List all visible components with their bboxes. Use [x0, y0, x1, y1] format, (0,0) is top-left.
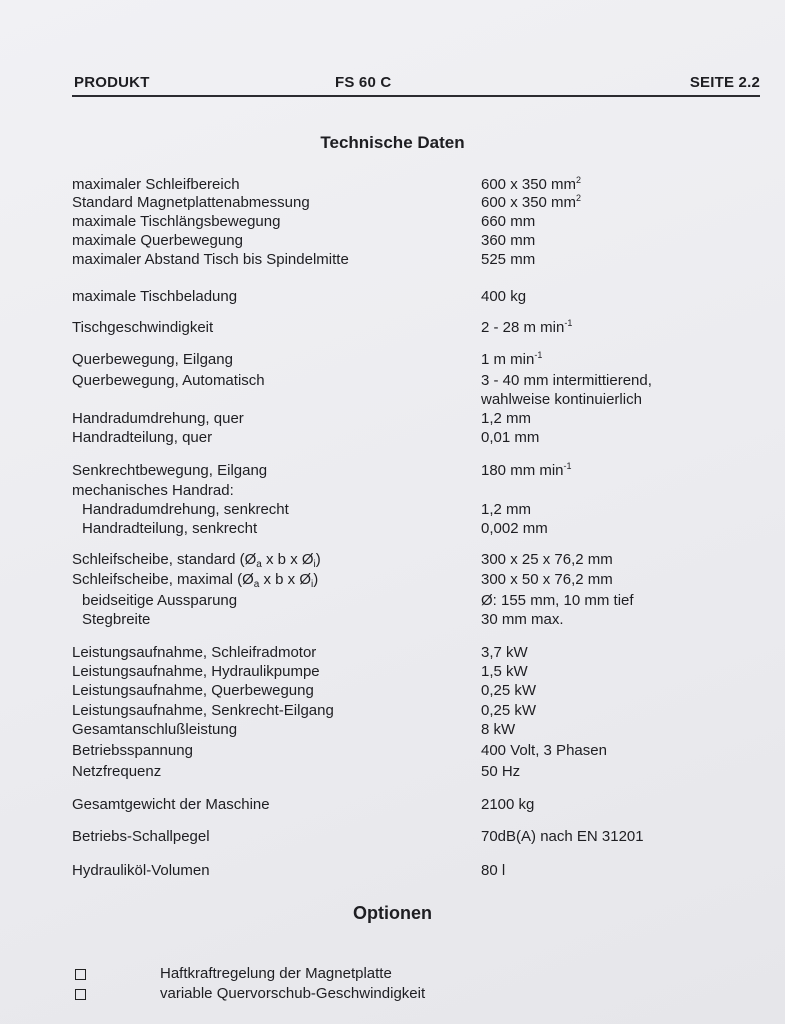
- spec-row: [0, 250, 785, 270]
- spec-label: [82, 591, 237, 611]
- spec-label: [72, 662, 320, 682]
- spec-value-text: 600 x 350 mm: [481, 194, 577, 211]
- spec-row: [0, 212, 785, 232]
- spec-label: [72, 371, 265, 391]
- option-item: [0, 984, 785, 1004]
- spec-label-text: maximale Tischlängsbewegung: [72, 213, 281, 230]
- spec-value-text: 2100 kg: [481, 796, 535, 813]
- spec-label: [72, 212, 280, 232]
- spec-label: [72, 193, 310, 213]
- grinding-wheel-dimension-formula: [233, 571, 318, 588]
- spec-value: [481, 428, 539, 448]
- spec-label-text: Betriebs-Schallpegel: [72, 828, 210, 845]
- spec-label: [72, 250, 349, 270]
- spec-value: [481, 318, 572, 338]
- spec-label-text: Betriebsspannung: [72, 742, 193, 759]
- spec-label-text: maximaler Abstand Tisch bis Spindelmitte: [72, 251, 349, 268]
- spec-label: [72, 550, 321, 570]
- spec-value: [481, 371, 652, 391]
- spec-value: [481, 409, 531, 429]
- spec-label-text: Handradumdrehung, senkrecht: [82, 501, 289, 518]
- spec-label: [72, 318, 213, 338]
- formula-sub-i: i: [311, 579, 314, 590]
- page-header: [72, 74, 760, 94]
- spec-label-text: Gesamtgewicht der Maschine: [72, 796, 270, 813]
- header-product: PRODUKT: [74, 74, 150, 91]
- spec-value: [481, 662, 528, 682]
- spec-value-text: 0,002 mm: [481, 520, 548, 537]
- spec-label-text: mechanisches Handrad:: [72, 482, 234, 499]
- grinding-wheel-dimension-formula: [235, 551, 320, 568]
- checkbox-icon: [75, 969, 86, 980]
- spec-value-text: 1,5 kW: [481, 663, 528, 680]
- spec-value-text: 1,2 mm: [481, 501, 532, 518]
- spec-label: [72, 428, 212, 448]
- spec-row: [0, 318, 785, 338]
- formula-open: (Ø: [232, 571, 254, 588]
- unit-exponent: -1: [564, 318, 573, 328]
- spec-value: [481, 212, 535, 232]
- formula-open: (Ø: [235, 551, 257, 568]
- spec-value-text: 3,7 kW: [481, 644, 528, 661]
- spec-label: [72, 287, 237, 307]
- header-page-number: SEITE 2.2: [689, 74, 760, 91]
- spec-value: [481, 250, 535, 270]
- spec-row: [0, 570, 785, 590]
- spec-label-text: maximale Tischbeladung: [72, 288, 238, 305]
- spec-label-text: beidseitige Aussparung: [82, 592, 238, 609]
- spec-value-text: 30 mm max.: [481, 611, 564, 628]
- spec-row: [0, 175, 785, 195]
- spec-label: [72, 741, 193, 761]
- spec-label: [72, 409, 244, 429]
- spec-row: [0, 861, 785, 881]
- spec-row: [0, 643, 785, 663]
- spec-label: [82, 500, 289, 520]
- spec-label: [72, 701, 334, 721]
- spec-value: [481, 461, 572, 481]
- spec-row: [0, 193, 785, 213]
- spec-value: [481, 550, 613, 570]
- spec-value-text: 3 - 40 mm intermittierend,: [481, 372, 652, 389]
- spec-row: [0, 390, 785, 410]
- spec-value-text: 0,25 kW: [481, 682, 537, 699]
- spec-value: [481, 827, 644, 847]
- spec-row: [0, 287, 785, 307]
- spec-label-text: Senkrechtbewegung, Eilgang: [72, 462, 268, 479]
- spec-row: [0, 428, 785, 448]
- formula-mid: x b x Ø: [259, 571, 311, 588]
- formula-sub-i: i: [313, 559, 316, 570]
- spec-value: [481, 193, 581, 213]
- spec-label-text: Stegbreite: [82, 611, 151, 628]
- spec-value: [481, 591, 634, 611]
- spec-row: [0, 720, 785, 740]
- formula-sub-a: a: [256, 559, 262, 570]
- spec-label: [72, 795, 270, 815]
- spec-label: [72, 481, 234, 501]
- spec-row: [0, 681, 785, 701]
- checkbox-icon: [75, 989, 86, 1000]
- spec-value-text: Ø: 155 mm, 10 mm tief: [481, 592, 634, 609]
- spec-label: [72, 762, 161, 782]
- formula-sub-a: a: [253, 579, 260, 590]
- spec-label-text: maximaler Schleifbereich: [72, 176, 240, 193]
- spec-label: [72, 231, 243, 251]
- spec-label-text: Querbewegung, Eilgang: [72, 351, 233, 368]
- spec-label: [72, 827, 210, 847]
- spec-label: [72, 861, 210, 881]
- option-label: variable Quervorschub-Geschwindigkeit: [160, 985, 426, 1002]
- spec-value: [481, 500, 531, 520]
- spec-value: [481, 701, 536, 721]
- spec-label: [82, 519, 257, 539]
- option-item: [0, 964, 785, 984]
- spec-label: [72, 570, 318, 590]
- spec-label-text: Tischgeschwindigkeit: [72, 319, 214, 336]
- spec-row: [0, 231, 785, 251]
- spec-value: [481, 519, 548, 539]
- spec-value-text: 525 mm: [481, 251, 536, 268]
- spec-row: [0, 550, 785, 570]
- header-model: FS 60 C: [335, 74, 392, 91]
- spec-value: [481, 231, 535, 251]
- spec-row: [0, 481, 785, 501]
- spec-label-text: Leistungsaufnahme, Senkrecht-Eilgang: [72, 702, 334, 719]
- spec-value-text: 300 x 50 x 76,2 mm: [481, 571, 613, 588]
- spec-label-text: Querbewegung, Automatisch: [72, 372, 265, 389]
- spec-row: [0, 701, 785, 721]
- spec-value-text: 180 mm min: [481, 462, 564, 479]
- spec-label: [72, 681, 314, 701]
- spec-row: [0, 350, 785, 370]
- spec-value: [481, 287, 526, 307]
- option-label: Haftkraftregelung der Magnetplatte: [160, 965, 392, 982]
- spec-label: [72, 175, 240, 195]
- spec-label-text: Handradumdrehung, quer: [72, 410, 244, 427]
- spec-value: [481, 795, 534, 815]
- spec-row: [0, 610, 785, 630]
- spec-value-text: 70dB(A) nach EN 31201: [481, 828, 644, 845]
- formula-close: ): [313, 571, 319, 588]
- spec-row: [0, 500, 785, 520]
- spec-label: [72, 643, 316, 663]
- spec-value-text: 360 mm: [481, 232, 536, 249]
- spec-value-text: 400 kg: [481, 288, 527, 305]
- spec-value: [481, 175, 581, 195]
- unit-exponent: 2: [576, 193, 582, 203]
- spec-row: [0, 371, 785, 391]
- unit-exponent: 2: [576, 175, 582, 185]
- spec-value: [481, 720, 515, 740]
- spec-value-text: 300 x 25 x 76,2 mm: [481, 551, 613, 568]
- spec-label: [72, 720, 237, 740]
- spec-value: [481, 570, 613, 590]
- spec-value-text: 80 l: [481, 862, 506, 879]
- spec-label-text: Leistungsaufnahme, Schleifradmotor: [72, 644, 317, 661]
- spec-value: [481, 390, 642, 410]
- spec-value-text: wahlweise kontinuierlich: [481, 391, 642, 408]
- spec-value-text: 8 kW: [481, 721, 516, 738]
- spec-label: [82, 610, 150, 630]
- spec-value: [481, 741, 607, 761]
- unit-exponent: -1: [563, 461, 572, 471]
- spec-label: [72, 461, 267, 481]
- spec-value: [481, 681, 536, 701]
- spec-value-text: 1,2 mm: [481, 410, 532, 427]
- spec-row: [0, 461, 785, 481]
- formula-mid: x b x Ø: [261, 551, 314, 568]
- spec-label-text: Handradteilung, quer: [72, 429, 213, 446]
- spec-row: [0, 795, 785, 815]
- spec-label-text: Schleifscheibe, maximal: [72, 571, 233, 588]
- spec-label-text: Gesamtanschlußleistung: [72, 721, 238, 738]
- spec-label-text: Standard Magnetplattenabmessung: [72, 194, 310, 211]
- spec-label-text: Hydrauliköl-Volumen: [72, 862, 210, 879]
- spec-row: [0, 519, 785, 539]
- spec-value-text: 660 mm: [481, 213, 536, 230]
- header-divider: [72, 95, 760, 97]
- spec-value: [481, 610, 564, 630]
- spec-label-text: Schleifscheibe, standard: [72, 551, 236, 568]
- spec-value: [481, 762, 520, 782]
- spec-row: [0, 409, 785, 429]
- spec-label-text: maximale Querbewegung: [72, 232, 243, 249]
- spec-label-text: Netzfrequenz: [72, 763, 162, 780]
- spec-row: [0, 827, 785, 847]
- section-title-technical-data: Technische Daten: [320, 133, 465, 152]
- spec-value-text: 2 - 28 m min: [481, 319, 565, 336]
- spec-row: [0, 741, 785, 761]
- spec-row: [0, 762, 785, 782]
- section-title-options: Optionen: [353, 903, 432, 923]
- spec-value: [481, 350, 542, 370]
- formula-close: ): [315, 551, 321, 568]
- spec-value: [481, 643, 528, 663]
- spec-value-text: 600 x 350 mm: [481, 176, 577, 193]
- spec-value-text: 0,25 kW: [481, 702, 537, 719]
- spec-value-text: 0,01 mm: [481, 429, 540, 446]
- spec-value: [481, 861, 505, 881]
- spec-row: [0, 662, 785, 682]
- spec-label-text: Leistungsaufnahme, Hydraulikpumpe: [72, 663, 320, 680]
- unit-exponent: -1: [534, 350, 543, 360]
- spec-label-text: Leistungsaufnahme, Querbewegung: [72, 682, 314, 699]
- spec-label: [72, 350, 233, 370]
- spec-value-text: 400 Volt, 3 Phasen: [481, 742, 607, 759]
- spec-label-text: Handradteilung, senkrecht: [82, 520, 258, 537]
- spec-row: [0, 591, 785, 611]
- spec-value-text: 1 m min: [481, 351, 535, 368]
- spec-value-text: 50 Hz: [481, 763, 521, 780]
